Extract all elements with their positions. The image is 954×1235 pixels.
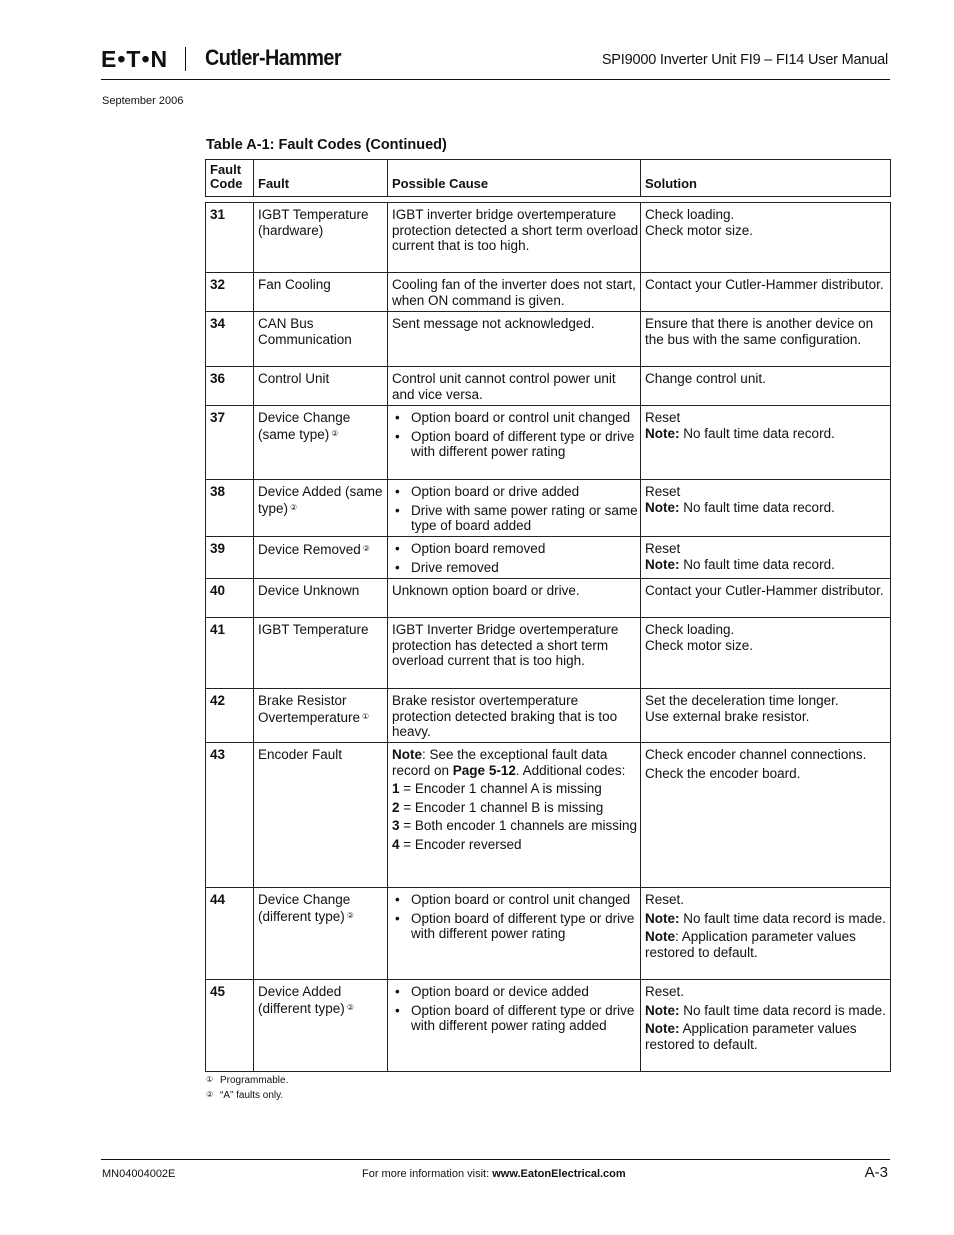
footnote-marker: ① [362, 711, 370, 721]
solution: Ensure that there is another device on the bus with the same configuration. [640, 312, 890, 366]
possible-cause: Sent message not acknowledged. [387, 312, 640, 366]
table-row [206, 689, 890, 743]
table-row [206, 537, 890, 579]
note-label: Note: [645, 910, 680, 926]
fault-name: Encoder Fault [253, 743, 387, 887]
fault-name-cell [253, 480, 387, 536]
note-label: Note: [645, 1021, 680, 1036]
fault-code: 31 [210, 207, 226, 222]
fault-code: 34 [210, 316, 226, 331]
table-row [206, 980, 890, 1072]
fault-code: 32 [210, 277, 226, 292]
encoder-code-num: 2 [392, 799, 400, 815]
footnote-marker: ② [346, 1002, 354, 1012]
fault-name-cell [253, 980, 387, 1071]
encoder-code-text: = Encoder 1 channel A is missing [399, 781, 602, 796]
encoder-code-num: 4 [392, 836, 400, 852]
note-text: No fault time data record. [679, 499, 835, 515]
fault-name: Device Change (same type) [258, 410, 351, 442]
publication-date: September 2006 [102, 95, 184, 107]
cause-bullet: • Option board of different type or drive with different power rating [392, 429, 640, 460]
solution-note [645, 1003, 890, 1019]
possible-cause: Brake resistor overtemperature protection detected braking that is too heavy. [387, 689, 640, 742]
solution-text: Reset. [645, 892, 685, 907]
footnotes [206, 1073, 288, 1102]
possible-cause: Control unit cannot control power unit and vice versa. [387, 367, 640, 405]
note-label: Note [392, 747, 422, 762]
note-text: Application parameter values restored to default. [645, 1021, 857, 1052]
fault-code: 42 [210, 693, 226, 708]
fault-name: IGBT Temperature (hardware) [253, 203, 387, 272]
encoder-code-text: = Both encoder 1 channels are missing [399, 818, 638, 833]
eaton-logo-text: E•T•N [101, 46, 169, 72]
table-row [206, 618, 890, 689]
cause-bullet: • Option board or drive added [392, 484, 640, 500]
header-rule [101, 79, 890, 80]
solution: Set the deceleration time longer. Use external brake resistor. [640, 689, 890, 742]
note-label: Note: [645, 425, 680, 441]
fault-code: 39 [210, 541, 226, 556]
page-reference: Page 5-12 [452, 762, 516, 778]
possible-cause: Cooling fan of the inverter does not start, when ON command is given. [387, 273, 640, 311]
footer-rule [101, 1159, 890, 1160]
solution-note [645, 500, 890, 516]
header-code-line2: Code [210, 176, 243, 191]
possible-cause: Unknown option board or drive. [387, 579, 640, 617]
possible-cause [387, 480, 640, 536]
fault-name-cell [253, 689, 387, 742]
encoder-code [392, 800, 640, 816]
note-text: No fault time data record. [679, 425, 835, 441]
solution-text: Reset [645, 484, 681, 499]
header-code-line1: Fault [210, 162, 242, 177]
table-row [206, 203, 890, 273]
fault-name-cell [253, 537, 387, 578]
solution [640, 480, 890, 536]
solution: Contact your Cutler-Hammer distributor. [640, 579, 890, 617]
solution-note [645, 1021, 890, 1052]
solution-text: Reset. [645, 984, 685, 999]
encoder-code-text: = Encoder reversed [399, 836, 522, 852]
footnote-mark: ① [206, 1075, 214, 1084]
note-text: No fault time data record is made. [679, 1002, 886, 1018]
solution [640, 406, 890, 479]
fault-name: IGBT Temperature [253, 618, 387, 688]
document-number: MN04004002E [102, 1168, 176, 1180]
footnote [206, 1088, 288, 1103]
cause-bullet: • Option board or control unit changed [392, 410, 640, 426]
footnote-marker: ② [290, 502, 298, 512]
possible-cause [387, 537, 640, 578]
note-label: Note: [645, 556, 680, 572]
note-text: : Application parameter values restored to default. [645, 929, 856, 960]
cause-bullet: • Option board of different type or drive with different power rating [392, 911, 640, 942]
fault-name: Device Added (same type) [258, 484, 383, 516]
possible-cause: IGBT inverter bridge overtemperature protection detected a short term overload current that is too high. [387, 203, 640, 272]
encoder-code [392, 818, 640, 834]
footnote-mark: ② [206, 1089, 214, 1099]
table-row [206, 273, 890, 312]
fault-code: 40 [210, 583, 226, 598]
fault-code: 44 [210, 892, 226, 907]
solution-text: Check the encoder board. [645, 765, 801, 781]
table-row [206, 888, 890, 980]
encoder-code [392, 837, 640, 853]
fault-code: 38 [210, 484, 226, 499]
fault-code: 41 [210, 622, 226, 637]
fault-name: Device Unknown [253, 579, 387, 617]
website-link[interactable]: www.EatonElectrical.com [492, 1168, 626, 1180]
solution-note [645, 929, 890, 960]
fault-name: Device Change (different type) [258, 892, 351, 924]
encoder-code-num: 3 [392, 818, 400, 833]
more-info-label: For more information visit: [362, 1168, 493, 1180]
table-row [206, 480, 890, 537]
note-text: : See the exceptional fault data record on [392, 747, 608, 778]
possible-cause [387, 980, 640, 1071]
fault-name-cell [253, 888, 387, 979]
footnote-marker: ② [331, 428, 339, 438]
note-label: Note: [645, 1002, 680, 1018]
table-title: Table A-1: Fault Codes (Continued) [206, 137, 447, 153]
header-fault: Fault [253, 160, 387, 196]
fault-name: Brake Resistor Overtemperature [258, 693, 361, 725]
solution: Change control unit. [640, 367, 890, 405]
table-row [206, 406, 890, 480]
manual-title: SPI9000 Inverter Unit FI9 – FI14 User Manual [601, 52, 888, 68]
solution [640, 743, 890, 887]
solution-text: Reset [645, 410, 681, 425]
cause-bullet: • Option board of different type or drive with different power rating added [392, 1003, 640, 1034]
table-row [206, 743, 890, 888]
solution: Check loading. Check motor size. [640, 618, 890, 688]
fault-name: Device Added (different type) [258, 984, 345, 1016]
cause-note [392, 747, 640, 778]
cause-bullet: • Drive removed [392, 560, 640, 576]
fault-name-cell [253, 406, 387, 479]
more-info [362, 1167, 626, 1181]
possible-cause [387, 406, 640, 479]
solution-text: Check encoder channel connections. [645, 747, 867, 762]
brand-name: Cutler-Hammer [205, 45, 342, 70]
fault-name: Fan Cooling [253, 273, 387, 311]
footnote-marker: ② [362, 544, 370, 553]
header-solution: Solution [640, 160, 890, 196]
fault-name: CAN Bus Communication [253, 312, 387, 366]
table-row [206, 312, 890, 367]
solution-note [645, 911, 890, 927]
cause-bullet: • Option board or device added [392, 984, 640, 1000]
possible-cause: IGBT Inverter Bridge overtemperature protection has detected a short term overload current that is too high. [387, 618, 640, 688]
cause-bullet: • Option board or control unit changed [392, 892, 640, 908]
note-text: No fault time data record. [679, 556, 835, 572]
fault-code-table [205, 202, 891, 1072]
table-header [205, 159, 891, 197]
solution [640, 980, 890, 1071]
header-possible-cause: Possible Cause [387, 160, 640, 196]
cause-bullet: • Option board removed [392, 541, 640, 557]
footnote [206, 1073, 288, 1088]
fault-code: 45 [210, 984, 226, 999]
solution: Check loading. Check motor size. [640, 203, 890, 272]
encoder-code-text: = Encoder 1 channel B is missing [399, 799, 604, 815]
fault-name: Device Removed [258, 542, 361, 557]
fault-code: 37 [210, 410, 226, 425]
note-text: No fault time data record is made. [679, 910, 886, 926]
header-divider [185, 47, 186, 71]
footnote-marker: ② [346, 910, 354, 920]
possible-cause [387, 743, 640, 887]
solution [640, 537, 890, 578]
fault-code: 36 [210, 371, 226, 386]
encoder-code-num: 1 [392, 781, 400, 796]
fault-code: 43 [210, 747, 226, 762]
footnote-text: “A” faults only. [220, 1089, 284, 1101]
fault-name: Control Unit [253, 367, 387, 405]
header-fault-code [206, 160, 253, 196]
eaton-logo [101, 46, 168, 72]
solution: Contact your Cutler-Hammer distributor. [640, 273, 890, 311]
page-number: A-3 [864, 1164, 888, 1181]
cause-bullet: • Drive with same power rating or same type of board added [392, 503, 640, 534]
note-label: Note: [645, 499, 680, 515]
footnote-text: Programmable. [220, 1075, 289, 1086]
note-text: . Additional codes: [515, 762, 626, 778]
solution-text: Reset [645, 541, 681, 556]
table-row [206, 579, 890, 618]
solution [640, 888, 890, 979]
solution-note [645, 426, 890, 442]
possible-cause [387, 888, 640, 979]
note-label: Note [645, 929, 675, 944]
solution-note [645, 557, 890, 573]
encoder-code [392, 781, 640, 797]
table-row [206, 367, 890, 406]
